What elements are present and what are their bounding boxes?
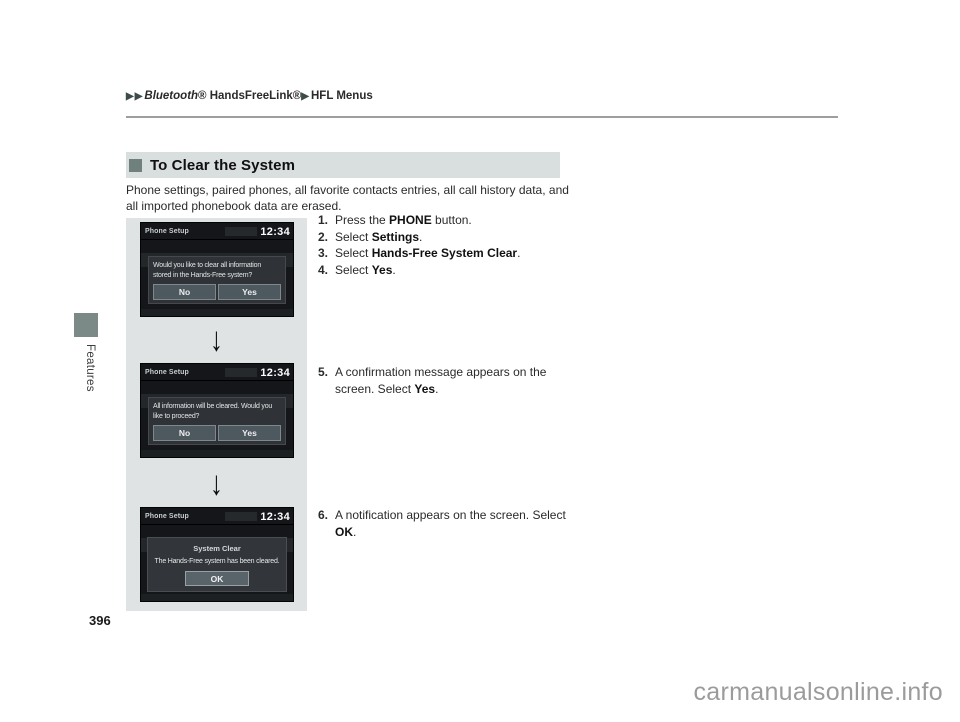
step-text-pre: Select (335, 246, 372, 260)
breadcrumb (126, 90, 373, 102)
step-number: 3. (318, 246, 329, 260)
screen3-dialog-message: The Hands-Free system has been cleared. (154, 558, 280, 565)
step-keyword: Yes (371, 262, 393, 277)
step-number: 5. (318, 365, 329, 379)
step-text (335, 364, 546, 397)
step-text-post: . (419, 229, 423, 244)
step-item-5 (318, 364, 578, 397)
screenshot-panel (126, 218, 307, 611)
phone-screen-2 (140, 363, 294, 458)
step-text (335, 262, 396, 279)
screen3-status-rect (225, 512, 257, 521)
screen3-clock: 12:34 (260, 510, 290, 523)
step-number: 6. (318, 508, 329, 522)
breadcrumb-hfl-menus: HFL Menus (310, 90, 373, 102)
step-text-post: . (392, 262, 396, 277)
step-text-pre: Select (335, 229, 372, 244)
watermark: carmanualsonline.info (693, 678, 943, 706)
down-arrow-icon: ↓ (210, 319, 223, 359)
screen3-dialog (147, 537, 287, 592)
screen3-body (141, 525, 293, 601)
step-text-line (335, 524, 566, 541)
dialog-message-line: like to proceed? (153, 412, 200, 420)
intro-line: all imported phonebook data are erased. (126, 199, 342, 213)
screen2-title: Phone Setup (145, 369, 189, 376)
step-keyword: OK (335, 524, 353, 539)
screen1-dialog-message (153, 261, 281, 280)
breadcrumb-handsfreelink: ® HandsFreeLink® (198, 90, 302, 102)
breadcrumb-bluetooth: Bluetooth (144, 90, 199, 102)
steps-1-4 (318, 212, 598, 278)
no-button: No (153, 284, 216, 300)
screen1-status-rect (225, 227, 257, 236)
screen2-body (141, 381, 293, 457)
phone-screen-3 (140, 507, 294, 602)
down-arrow-icon: ↓ (210, 463, 223, 503)
screen1-statusbar (141, 223, 293, 240)
chapter-tab-square (74, 313, 98, 337)
section-header (126, 152, 560, 178)
step-text-pre: screen. Select (335, 381, 415, 396)
screen2-dialog-message (153, 402, 281, 421)
step-text (335, 229, 422, 246)
step-keyword: Settings (371, 229, 420, 244)
breadcrumb-arrows-icon: ▶▶ (126, 91, 144, 102)
dialog-message-line: All information will be cleared. Would you (153, 403, 273, 410)
screen3-title: Phone Setup (145, 513, 189, 520)
step-keyword: Yes (414, 381, 436, 396)
step-item (318, 245, 598, 262)
step-item (318, 262, 598, 279)
section-bullet-icon (129, 159, 142, 172)
yes-button: Yes (218, 284, 281, 300)
screen2-clock: 12:34 (260, 366, 290, 379)
step-text-pre: Press the (335, 213, 390, 227)
no-button: No (153, 425, 216, 441)
step-text-post: . (517, 246, 521, 260)
step-text-line: A notification appears on the screen. Select (335, 508, 566, 522)
step-text-line (335, 381, 546, 398)
ok-button: OK (185, 571, 249, 586)
screen2-dialog (148, 397, 286, 445)
page-number: 396 (89, 613, 111, 628)
yes-button: Yes (218, 425, 281, 441)
screen3-dialog-title: System Clear (193, 544, 241, 553)
dialog-message-line: Would you like to clear all information (153, 262, 262, 269)
step-text-post: button. (431, 213, 472, 227)
intro-paragraph (126, 182, 569, 214)
step-item-6 (318, 507, 578, 540)
section-title: To Clear the System (150, 156, 296, 174)
screen1-clock: 12:34 (260, 225, 290, 238)
step-text-post: . (435, 381, 439, 396)
screen2-status-rect (225, 368, 257, 377)
step-text-line: A confirmation message appears on the (335, 365, 547, 379)
chapter-tab-label: Features (84, 344, 96, 392)
screen1-bottom-strip (141, 309, 293, 316)
step-keyword: Hands-Free System Clear (371, 246, 518, 260)
step-number: 2. (318, 229, 329, 244)
step-keyword: PHONE (389, 213, 432, 227)
phone-screen-1 (140, 222, 294, 317)
screen1-button-row (153, 284, 281, 300)
step-text (335, 212, 472, 229)
dialog-message-line: stored in the Hands-Free system? (153, 271, 253, 279)
step-item (318, 212, 598, 229)
screen2-button-row (153, 425, 281, 441)
screen1-dialog (148, 256, 286, 304)
screen2-statusbar (141, 364, 293, 381)
screen2-bottom-strip (141, 450, 293, 457)
screen3-statusbar (141, 508, 293, 525)
step-text-post: . (353, 524, 357, 539)
intro-line: Phone settings, paired phones, all favorite contacts entries, all call history data, and (126, 183, 569, 197)
step-number: 4. (318, 262, 329, 277)
step-text (335, 507, 566, 540)
breadcrumb-arrow-icon: ▶ (301, 91, 310, 102)
screen3-bottom-strip (141, 594, 293, 601)
step-text (335, 245, 520, 262)
step-text-pre: Select (335, 262, 372, 277)
header-divider (126, 116, 838, 118)
screen1-body (141, 240, 293, 316)
step-number: 1. (318, 213, 329, 227)
step-item (318, 229, 598, 246)
screen1-title: Phone Setup (145, 228, 189, 235)
